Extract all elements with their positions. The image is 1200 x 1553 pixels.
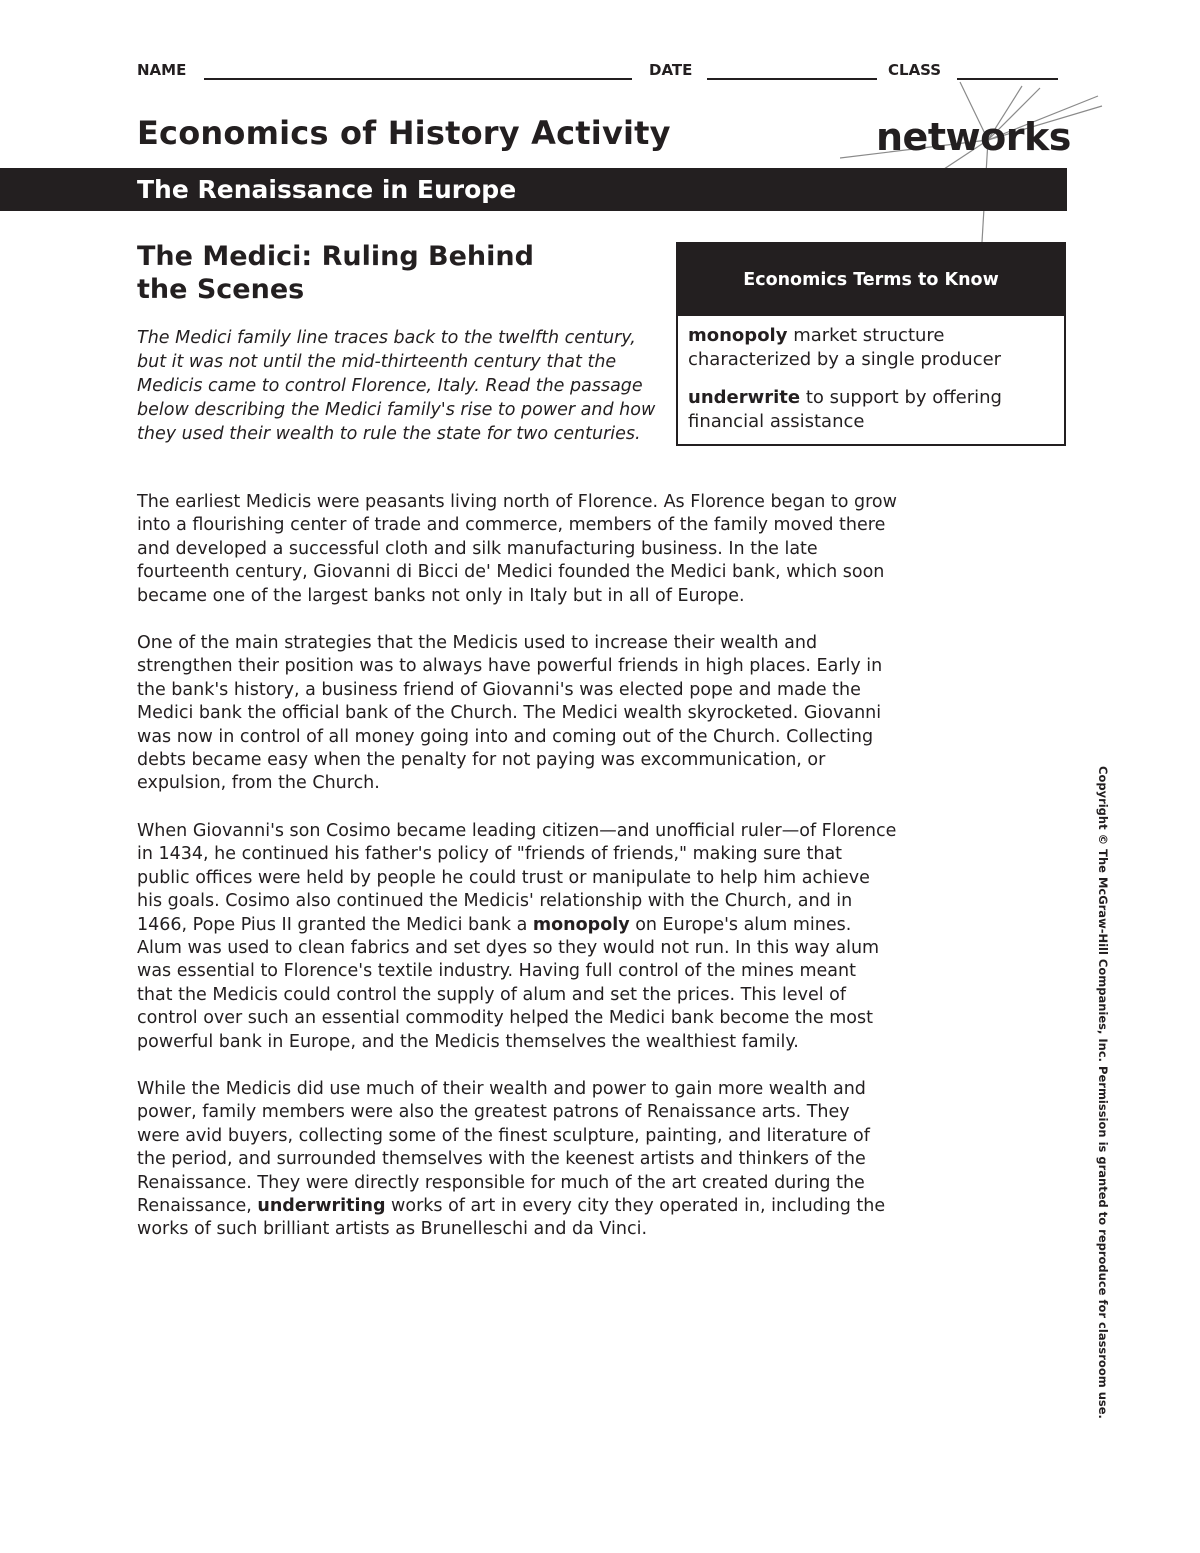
date-label: DATE — [649, 61, 693, 79]
article-body — [137, 491, 897, 1266]
name-label: NAME — [137, 61, 187, 79]
logo-burst-icon — [840, 80, 1110, 250]
intro-paragraph: The Medici family line traces back to the twelfth century, but it was not until the mid-thirteenth century that the Medicis came to control Florence, Italy. Read the passage below describing the Medici family's rise to power and how they used their wealth to rule the state for two centuries. — [137, 328, 656, 444]
activity-title: Economics of History Activity — [137, 114, 671, 152]
class-label: CLASS — [888, 61, 942, 79]
paragraph-text: on Europe's alum mines. Alum was used to clean fabrics and set dyes so they would not run. In this way alum was essential to Florence's textile industry. Having full control of the mines meant that the Medicis could control the supply of alum and set the prices. This level of control over such an essential commodity helped the Medici bank become the most powerful bank in Europe, and the Medicis themselves the wealthiest family. — [137, 914, 880, 1052]
body-paragraph-2: One of the main strategies that the Medicis used to increase their wealth and strengthen their position was to always have powerful friends in high places. Early in the bank's history, a business friend of Giovanni's was elected pope and made the Medici bank the official bank of the Church. The Medici wealth skyrocketed. Giovanni was now in control of all money going into and coming out of the Church. Collecting debts became easy when the penalty for not paying was excommunication, or expulsion, from the Church. — [137, 633, 883, 794]
body-paragraph-4 — [137, 1078, 897, 1242]
paragraph-text: While the Medicis did use much of their wealth and power to gain more wealth and power, family members were also the greatest patrons of Renaissance arts. They were avid buyers, collecting some of the finest sculpture, painting, and literature of the period, and surrounded themselves with the keenest artists and thinkers of the Renaissance. They were directly responsible for much of the art created during the Renaissance, — [137, 1078, 870, 1216]
term-word: underwrite — [688, 387, 801, 408]
networks-logo: networks — [876, 115, 1071, 159]
keyword-underwriting: underwriting — [257, 1195, 386, 1216]
article-heading: The Medici: Ruling Behind the Scenes — [137, 241, 534, 305]
economics-terms-box — [676, 242, 1066, 446]
paragraph-text: works of art in every city they operated in, including the works of such brilliant artists as Brunelleschi and da Vinci. — [137, 1195, 886, 1240]
body-paragraph-3 — [137, 820, 897, 1054]
term-definition: to support by offering financial assistance — [688, 387, 1002, 432]
term-word: monopoly — [688, 325, 788, 346]
banner-title: The Renaissance in Europe — [137, 175, 517, 204]
copyright-notice — [1094, 766, 1110, 1419]
body-paragraph-1: The earliest Medicis were peasants living north of Florence. As Florence began to grow into a flourishing center of trade and commerce, members of the family moved there and developed a successful cloth and silk manufacturing business. In the late fourteenth century, Giovanni di Bicci de' Medici founded the Medici bank, which soon became one of the largest banks not only in Italy but in all of Europe. — [137, 492, 897, 606]
term-definition: market structure characterized by a single producer — [688, 325, 1002, 370]
copyright-text: Copyright © The McGraw-Hill Companies, Inc. Permission is granted to reproduce for classroom use. — [1096, 766, 1110, 1419]
name-field-line[interactable] — [204, 78, 632, 80]
section-banner — [0, 168, 1067, 211]
term-entry-monopoly — [688, 324, 1054, 372]
terms-box-heading: Economics Terms to Know — [678, 244, 1064, 316]
paragraph-text: When Giovanni's son Cosimo became leading citizen—and unofficial ruler—of Florence in 1434, he continued his father's policy of "friends of friends," making sure that public offices were held by people he could trust or manipulate to help him achieve his goals. Cosimo also continued the Medicis' relationship with the Church, and in 1466, Pope Pius II granted the Medici bank a — [137, 820, 897, 935]
term-entry-underwrite — [688, 386, 1054, 434]
keyword-monopoly: monopoly — [532, 914, 630, 935]
